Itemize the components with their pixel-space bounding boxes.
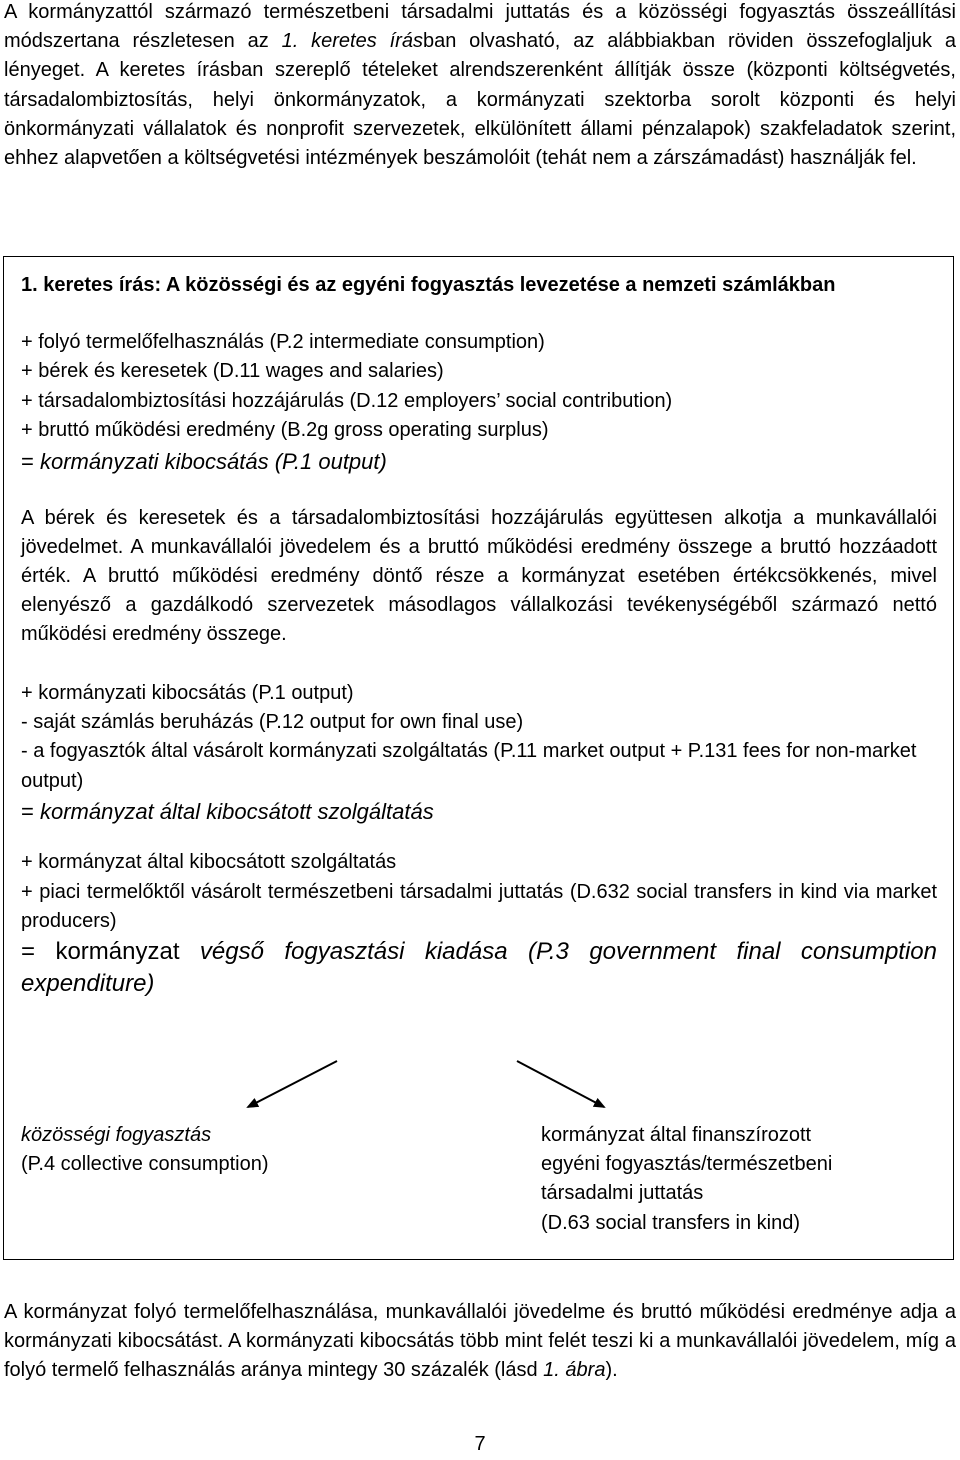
- intro-text-1: A kormányzattól származó természetbeni társadalmi juttatás és a közösségi fogyasztás összeállítási módszertana részletesen az: [4, 1, 956, 53]
- branch-arrows: [4, 257, 955, 1261]
- page-number: 7: [474, 1433, 486, 1455]
- intro-text-2: ban olvasható, az alábbiakban röviden összefoglaljuk a lényeget. A keretes írásban szereplő tételeket alrendszerenként állítják össze (központi költségvetés, társadalombiztosítás, helyi önkormányzatok, a kormányzati szektorba sorolt központi és helyi önkormányzati vállalatok és nonprofit szervezetek, elkülönített állami pénzalapok) szakfeladatok szerint, ehhez alapvetően a költségvetési intézmények beszámolóit (tehát nem a zárszámadást) használják fel.: [4, 30, 957, 170]
- final-italic-text: végső fogyasztási kiadása (P.3 government final consumption expenditure): [21, 938, 937, 998]
- box-title: 1. keretes írás: A közösségi és az egyéni fogyasztás levezetése a nemzeti számlákban: [21, 274, 836, 296]
- formula-line: + piaci termelőktől vásárolt természetbeni társadalmi juttatás (D.632 social transfers in kind via market producers): [21, 880, 937, 933]
- individual-line: kormányzat által finanszírozott: [541, 1124, 812, 1146]
- formula-line: + folyó termelőfelhasználás (P.2 intermediate consumption): [21, 331, 545, 353]
- arrow-left: [248, 1061, 337, 1107]
- text-box-1: [3, 256, 954, 1260]
- result-text: kormányzat által kibocsátott szolgáltatás: [39, 799, 434, 825]
- individual-line: (D.63 social transfers in kind): [541, 1211, 800, 1234]
- outro-figure-reference: 1. ábra: [543, 1359, 606, 1382]
- equals-sign: =: [21, 938, 56, 966]
- formula-line: + kormányzati kibocsátás (P.1 output): [21, 681, 354, 704]
- collective-label: közösségi fogyasztás: [21, 1124, 212, 1146]
- intro-box-reference: 1. keretes írás: [281, 30, 423, 53]
- formula-line: + kormányzat által kibocsátott szolgáltatás: [21, 851, 397, 874]
- individual-consumption-column: [541, 1121, 941, 1238]
- box-paragraph: A bérek és keresetek és a társadalombiztosítási hozzájárulás együttesen alkotja a munkavállalói jövedelmet. A munkavállalói jövedelem és a bruttó működési eredmény összege a bruttó hozzáadott érték. A bruttó működési eredmény döntő része a kormányzat esetében értékcsökkenés, mivel elenyésző a gazdálkodó szervezetek másodlagos vállalkozási tevékenységéből származó nettó működési eredmény összege.: [21, 506, 937, 646]
- formula-line: - a fogyasztók által vásárolt kormányzati szolgáltatás (P.11 market output + P.131 fees for non-market output): [21, 740, 917, 792]
- formula-line: + bérek és keresetek (D.11 wages and salaries): [21, 360, 444, 383]
- formula-line: - saját számlás beruházás (P.12 output for own final use): [21, 711, 524, 734]
- collective-consumption-column: [21, 1121, 441, 1179]
- formula-line: + bruttó működési eredmény (B.2g gross operating surplus): [21, 419, 549, 442]
- equals-sign: =: [21, 448, 40, 474]
- intro-paragraph: [4, 0, 956, 173]
- outro-text-2: ).: [605, 1359, 618, 1382]
- result-text: kormányzati kibocsátás (P.1 output): [39, 448, 387, 474]
- individual-line: társadalmi juttatás: [541, 1182, 704, 1205]
- individual-line: egyéni fogyasztás/természetbeni: [541, 1153, 833, 1176]
- final-plain-text: kormányzat: [55, 938, 200, 966]
- outro-paragraph: [4, 1298, 956, 1386]
- collective-code: (P.4 collective consumption): [21, 1153, 269, 1176]
- outro-text-1: A kormányzat folyó termelőfelhasználása, munkavállalói jövedelme és bruttó működési eredménye adja a kormányzati kibocsátást. A kormányzati kibocsátás több mint felét teszi ki a munkavállalói jövedelem, míg a folyó termelő felhasználás aránya mintegy 30 százalék (lásd: [4, 1301, 956, 1382]
- equals-sign: =: [21, 799, 40, 825]
- formula-line: + társadalombiztosítási hozzájárulás (D.12 employers’ social contribution): [21, 389, 673, 412]
- arrow-right: [517, 1061, 604, 1107]
